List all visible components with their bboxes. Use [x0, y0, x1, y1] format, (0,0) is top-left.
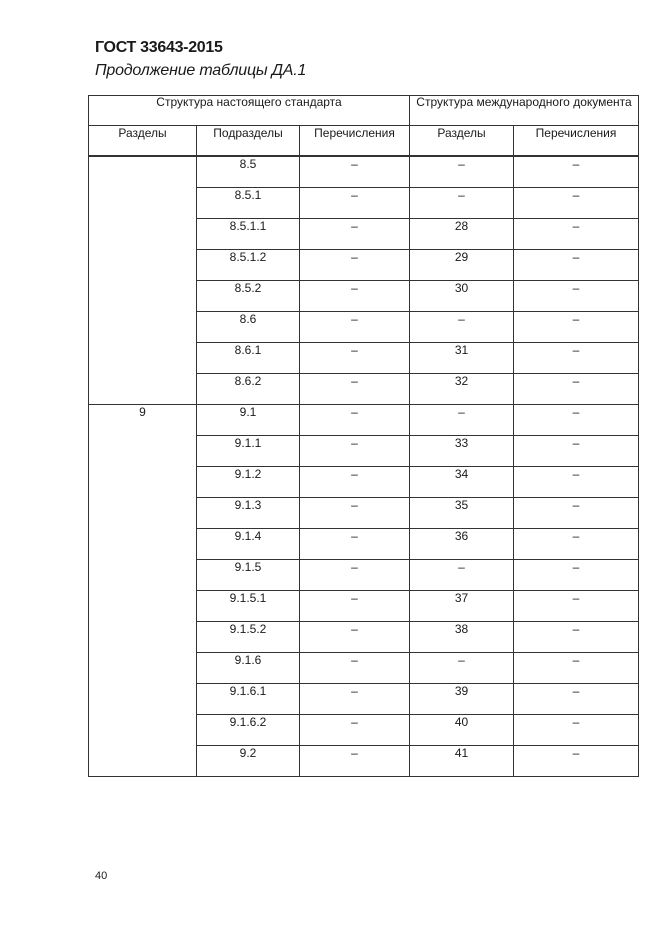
subsection-cell: 9.1.5.2 — [197, 622, 300, 653]
int-enumeration-cell: – — [514, 622, 639, 653]
enumeration-cell: – — [300, 405, 410, 436]
int-enumeration-cell: – — [514, 281, 639, 312]
int-enumeration-cell: – — [514, 250, 639, 281]
int-section-cell: 30 — [410, 281, 514, 312]
int-enumeration-cell: – — [514, 312, 639, 343]
subsection-cell: 9.1.6.1 — [197, 684, 300, 715]
int-section-cell: 32 — [410, 374, 514, 405]
enumeration-cell: – — [300, 219, 410, 250]
enumeration-cell: – — [300, 188, 410, 219]
int-enumeration-cell: – — [514, 156, 639, 188]
int-section-cell: 33 — [410, 436, 514, 467]
enumeration-cell: – — [300, 374, 410, 405]
int-section-cell: 40 — [410, 715, 514, 746]
int-section-cell: – — [410, 188, 514, 219]
enumeration-cell: – — [300, 653, 410, 684]
section-cell — [89, 156, 197, 405]
subsection-cell: 9.1.6.2 — [197, 715, 300, 746]
subsection-cell: 8.6 — [197, 312, 300, 343]
enumeration-cell: – — [300, 467, 410, 498]
enumeration-cell: – — [300, 560, 410, 591]
int-enumeration-cell: – — [514, 653, 639, 684]
document-title: ГОСТ 33643-2015 — [95, 39, 223, 56]
enumeration-cell: – — [300, 436, 410, 467]
subsection-cell: 8.5.1.1 — [197, 219, 300, 250]
table-row — [89, 156, 639, 188]
subsection-cell: 8.5.1.2 — [197, 250, 300, 281]
int-section-cell: 38 — [410, 622, 514, 653]
subsection-cell: 9.2 — [197, 746, 300, 777]
table-continuation-caption: Продолжение таблицы ДА.1 — [95, 62, 307, 79]
int-section-cell: 36 — [410, 529, 514, 560]
int-enumeration-cell: – — [514, 529, 639, 560]
int-enumeration-cell: – — [514, 405, 639, 436]
enumeration-cell: – — [300, 622, 410, 653]
subsection-cell: 8.5.1 — [197, 188, 300, 219]
subsection-cell: 9.1.5.1 — [197, 591, 300, 622]
int-section-cell: 28 — [410, 219, 514, 250]
enumeration-cell: – — [300, 591, 410, 622]
subsection-cell: 9.1.1 — [197, 436, 300, 467]
int-section-cell: 37 — [410, 591, 514, 622]
int-enumeration-cell: – — [514, 188, 639, 219]
int-section-cell: 39 — [410, 684, 514, 715]
page-number: 40 — [95, 870, 108, 882]
enumeration-cell: – — [300, 529, 410, 560]
column-header-int-enumerations: Перечисления — [514, 126, 639, 157]
subsection-cell: 9.1.2 — [197, 467, 300, 498]
int-section-cell: – — [410, 405, 514, 436]
int-enumeration-cell: – — [514, 715, 639, 746]
enumeration-cell: – — [300, 715, 410, 746]
int-enumeration-cell: – — [514, 343, 639, 374]
int-enumeration-cell: – — [514, 684, 639, 715]
int-section-cell: 31 — [410, 343, 514, 374]
subsection-cell: 9.1.3 — [197, 498, 300, 529]
group-header-international: Структура международного документа — [410, 96, 639, 126]
subsection-cell: 8.6.2 — [197, 374, 300, 405]
int-enumeration-cell: – — [514, 591, 639, 622]
int-section-cell: 41 — [410, 746, 514, 777]
table-row — [89, 405, 639, 436]
int-enumeration-cell: – — [514, 374, 639, 405]
int-section-cell: – — [410, 560, 514, 591]
subsection-cell: 9.1 — [197, 405, 300, 436]
column-header-subsections: Подразделы — [197, 126, 300, 157]
column-header-enumerations: Перечисления — [300, 126, 410, 157]
column-header-int-sections: Разделы — [410, 126, 514, 157]
int-section-cell: – — [410, 312, 514, 343]
enumeration-cell: – — [300, 156, 410, 188]
int-enumeration-cell: – — [514, 746, 639, 777]
correspondence-table — [88, 95, 639, 777]
enumeration-cell: – — [300, 684, 410, 715]
int-section-cell: 29 — [410, 250, 514, 281]
enumeration-cell: – — [300, 343, 410, 374]
int-enumeration-cell: – — [514, 498, 639, 529]
subsection-cell: 8.5 — [197, 156, 300, 188]
enumeration-cell: – — [300, 281, 410, 312]
int-enumeration-cell: – — [514, 436, 639, 467]
int-enumeration-cell: – — [514, 219, 639, 250]
int-section-cell: – — [410, 653, 514, 684]
int-enumeration-cell: – — [514, 467, 639, 498]
int-section-cell: – — [410, 156, 514, 188]
subsection-cell: 8.6.1 — [197, 343, 300, 374]
section-cell: 9 — [89, 405, 197, 777]
subsection-cell: 8.5.2 — [197, 281, 300, 312]
subsection-cell: 9.1.4 — [197, 529, 300, 560]
enumeration-cell: – — [300, 250, 410, 281]
int-section-cell: 35 — [410, 498, 514, 529]
enumeration-cell: – — [300, 312, 410, 343]
enumeration-cell: – — [300, 498, 410, 529]
column-header-sections: Разделы — [89, 126, 197, 157]
subsection-cell: 9.1.5 — [197, 560, 300, 591]
int-section-cell: 34 — [410, 467, 514, 498]
enumeration-cell: – — [300, 746, 410, 777]
group-header-this-standard: Структура настоящего стандарта — [89, 96, 410, 126]
int-enumeration-cell: – — [514, 560, 639, 591]
subsection-cell: 9.1.6 — [197, 653, 300, 684]
